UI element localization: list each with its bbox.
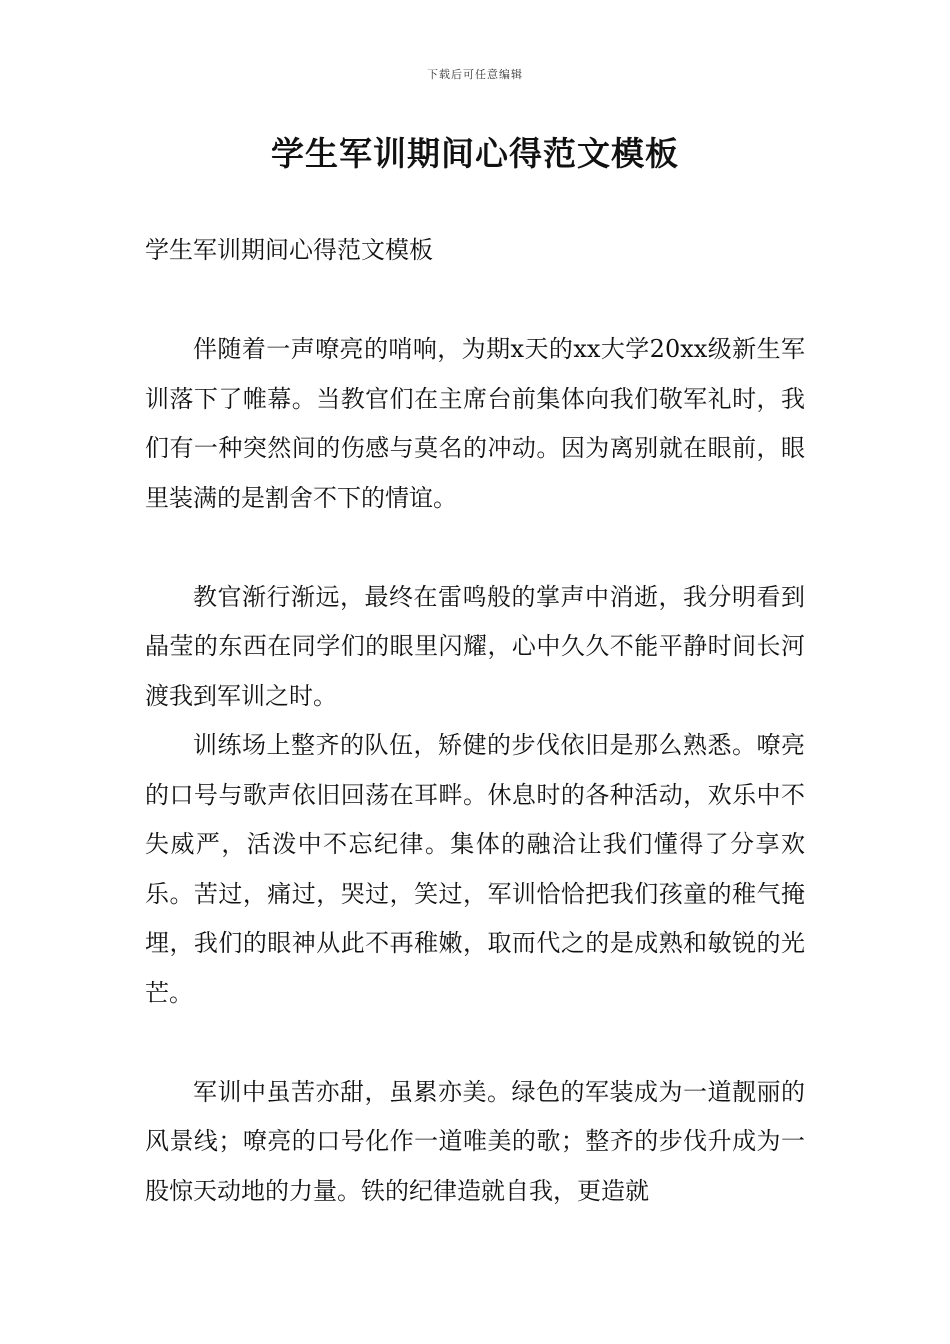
header-note: 下载后可任意编辑 xyxy=(427,68,523,81)
paragraph: 伴随着一声嘹亮的哨响，为期x天的xx大学20xx级新生军训落下了帷幕。当教官们在主席台前集体向我们敬军礼时，我们有一种突然间的伤感与莫名的冲动。因为离别就在眼前，眼里装满的是割舍不下的情谊。 xyxy=(145,335,805,512)
document-body xyxy=(145,226,805,1216)
paragraph: 教官渐行渐远，最终在雷鸣般的掌声中消逝，我分明看到晶莹的东西在同学们的眼里闪耀，心中久久不能平静时间长河渡我到军训之时。 xyxy=(145,582,805,710)
paragraph: 训练场上整齐的队伍，矫健的步伐依旧是那么熟悉。嘹亮的口号与歌声依旧回荡在耳畔。休息时的各种活动，欢乐中不失威严，活泼中不忘纪律。集体的融洽让我们懂得了分享欢乐。苦过，痛过，哭过，笑过，军训恰恰把我们孩童的稚气掩埋，我们的眼神从此不再稚嫩，取而代之的是成熟和敏锐的光芒。 xyxy=(145,731,805,1007)
blank-line xyxy=(145,276,805,326)
blank-line xyxy=(145,523,805,573)
paragraph: 军训中虽苦亦甜，虽累亦美。绿色的军装成为一道靓丽的风景线；嘹亮的口号化作一道唯美的歌；整齐的步伐升成为一股惊天动地的力量。铁的纪律造就自我，更造就 xyxy=(145,1077,805,1205)
document-subtitle: 学生军训期间心得范文模板 xyxy=(145,236,433,264)
document-title: 学生军训期间心得范文模板 xyxy=(271,134,679,173)
blank-line xyxy=(145,1018,805,1068)
